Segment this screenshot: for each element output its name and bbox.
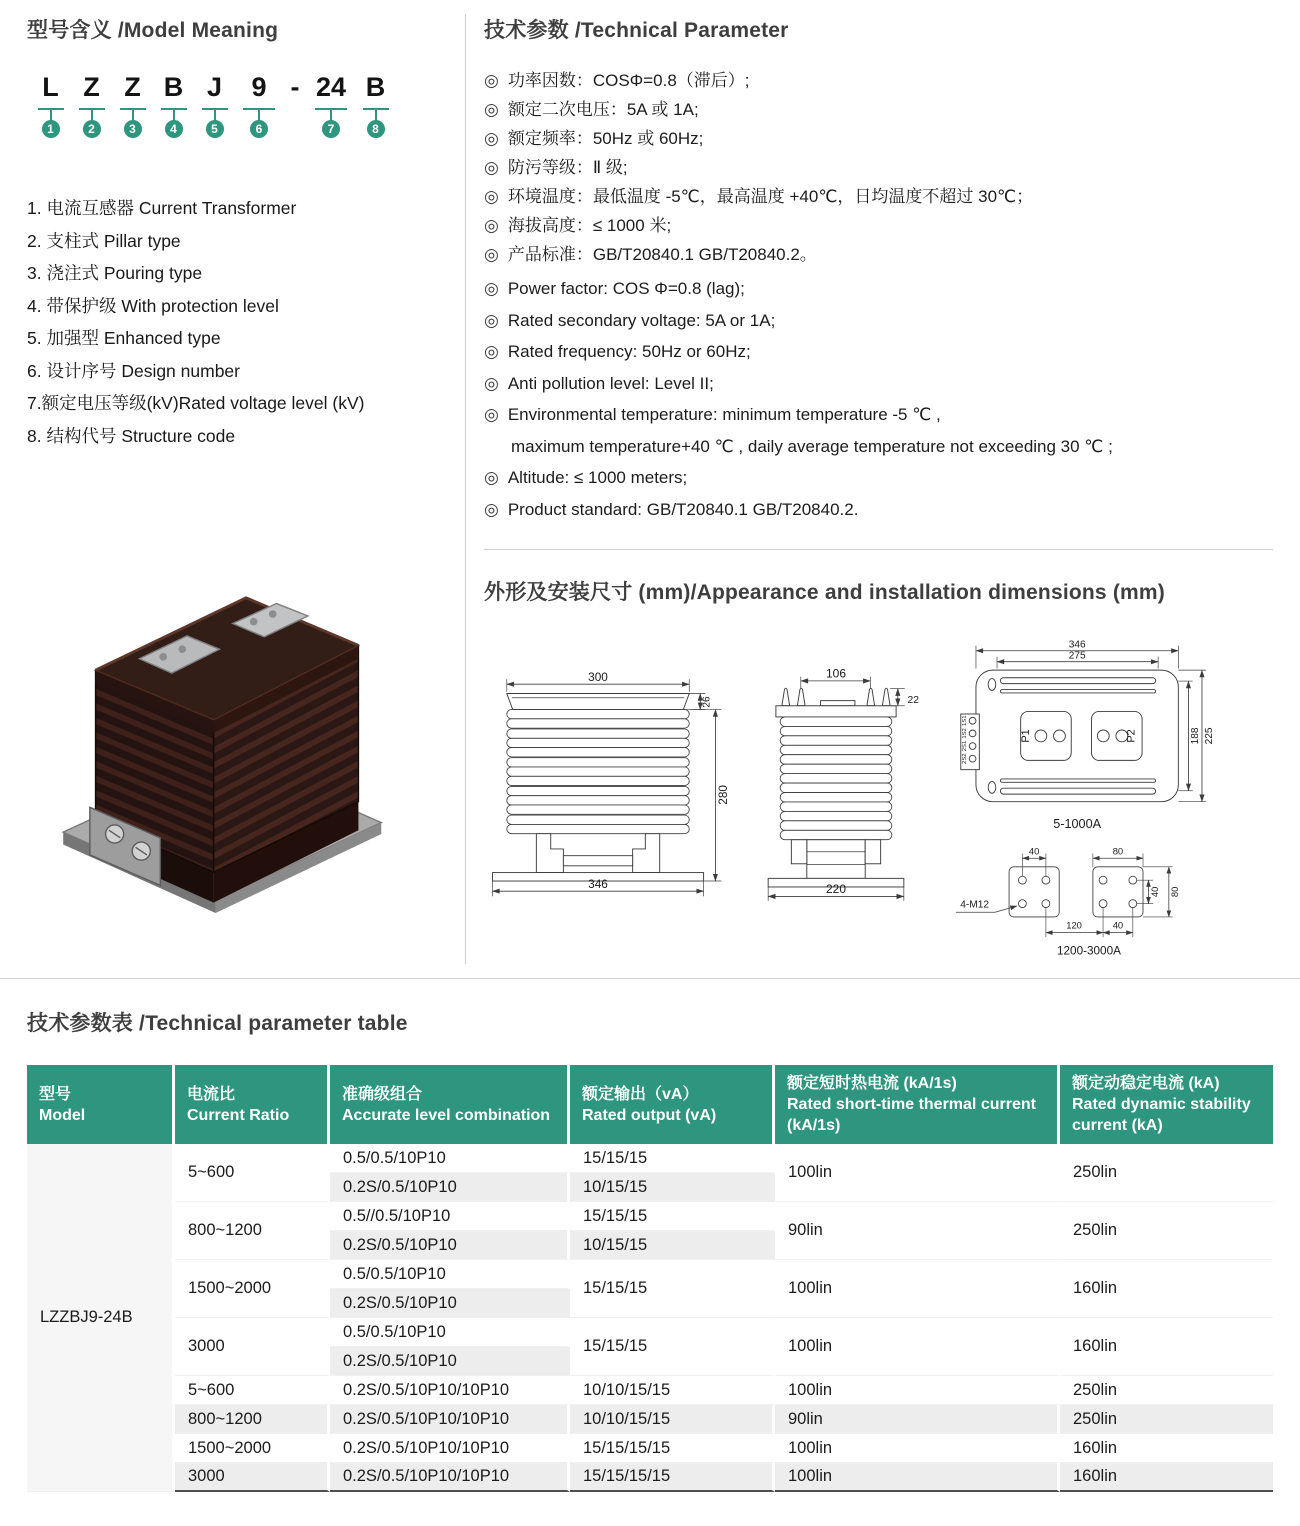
dim-label-mount-right-pitch-h: 40: [1112, 919, 1124, 931]
tech-item: ◎ 防污等级：Ⅱ 级;: [484, 153, 1273, 182]
list-item: 1. 电流互感器 Current Transformer: [27, 198, 297, 218]
code-tick-connector: [79, 108, 105, 120]
code-tick-connector: [161, 108, 187, 120]
output-cell: 10/10/15/15: [570, 1376, 775, 1405]
tech-item: ◎ Anti pollution level: Level II;: [484, 368, 1273, 400]
dim-label-side-top: 106: [825, 668, 847, 681]
terminal-label: 1S2: [961, 728, 968, 739]
tech-item: ◎ 额定二次电压：5A 或 1A;: [484, 95, 1273, 124]
dim-label-top-outer-h: 225: [1204, 727, 1216, 745]
code-part-7: [307, 74, 355, 138]
code-letter: B: [163, 72, 184, 102]
header-rated-output: 额定输出（vA） Rated output (vA): [570, 1065, 775, 1144]
dim-label-mount-right-width: 80: [1112, 845, 1124, 857]
code-number-badge: 1: [42, 120, 60, 138]
accuracy-cell: 0.5//0.5/10P10: [330, 1202, 570, 1231]
table-row: [27, 1376, 1273, 1405]
ratio-cell: 5~600: [175, 1144, 330, 1202]
accuracy-cell: 0.5/0.5/10P10: [330, 1260, 570, 1289]
code-part-5: [194, 74, 235, 138]
code-part-8: [355, 74, 396, 138]
table-row: [27, 1202, 1273, 1231]
mounting-holes-drawing: [948, 837, 1208, 964]
thermal-cell: 100lin: [775, 1434, 1060, 1463]
accuracy-cell: 0.2S/0.5/10P10/10P10: [330, 1405, 570, 1434]
dim-label-mount-left-pitch: 40: [1028, 845, 1040, 857]
tech-item: ◎ Rated secondary voltage: 5A or 1A;: [484, 305, 1273, 337]
code-number-badge: 5: [206, 120, 224, 138]
dim-label-top-inner-h: 188: [1189, 727, 1201, 745]
header-model: 型号 Model: [27, 1065, 175, 1144]
bullet-icon: ◎: [484, 71, 499, 90]
accuracy-cell: 0.2S/0.5/10P10/10P10: [330, 1376, 570, 1405]
code-letter: B: [365, 72, 386, 102]
terminal-label: 1S1: [961, 715, 968, 726]
code-letter: L: [42, 72, 59, 102]
dim-label-mount-right-height: 80: [1169, 886, 1181, 898]
bullet-icon: ◎: [484, 405, 499, 424]
tech-parameter-list-zh: [484, 66, 1273, 269]
list-item: 7.额定电压等级(kV)Rated voltage level (kV): [27, 393, 365, 413]
top-view-and-mounting: [938, 636, 1218, 964]
dimensions-title: 外形及安装尺寸 (mm)/Appearance and installation dimensions (mm): [484, 581, 1165, 604]
code-letter: Z: [124, 72, 141, 102]
list-item: 3. 浇注式 Pouring type: [27, 263, 203, 283]
tech-item: ◎ Altitude: ≤ 1000 meters;: [484, 462, 1273, 494]
accuracy-cell: 0.2S/0.5/10P10/10P10: [330, 1434, 570, 1463]
output-cell: 15/15/15: [570, 1318, 775, 1376]
tech-item: ◎ 产品标准：GB/T20840.1 GB/T20840.2。: [484, 240, 1273, 269]
top-section: [27, 14, 1273, 964]
ratio-cell: 800~1200: [175, 1202, 330, 1260]
table-row: [27, 1318, 1273, 1347]
code-part-dash: [283, 74, 307, 138]
thermal-cell: 100lin: [775, 1260, 1060, 1318]
bullet-icon: ◎: [484, 373, 499, 393]
bullet-icon: ◎: [484, 187, 499, 206]
header-accuracy: 准确级组合 Accurate level combination: [330, 1065, 570, 1144]
bullet-icon: ◎: [484, 245, 499, 264]
ratio-cell: 1500~2000: [175, 1434, 330, 1463]
model-meaning-list: [27, 192, 465, 452]
accuracy-cell: 0.2S/0.5/10P10: [330, 1289, 570, 1318]
dynamic-cell: 250lin: [1060, 1144, 1273, 1202]
dynamic-cell: 250lin: [1060, 1405, 1273, 1434]
code-part-1: [30, 74, 71, 138]
code-tick-connector: [243, 108, 275, 120]
bullet-icon: ◎: [484, 216, 499, 235]
code-number-badge: 2: [83, 120, 101, 138]
thread-spec-label: 4-M12: [960, 899, 990, 911]
ratio-cell: 5~600: [175, 1376, 330, 1405]
bullet-icon: ◎: [484, 279, 499, 298]
primary-terminal-label: P2: [1125, 729, 1138, 743]
accuracy-cell: 0.2S/0.5/10P10: [330, 1231, 570, 1260]
thermal-cell: 100lin: [775, 1376, 1060, 1405]
code-number-badge: 7: [322, 120, 340, 138]
output-cell: 15/15/15: [570, 1260, 775, 1318]
code-tick-connector: [363, 108, 389, 120]
top-view-drawing: [938, 636, 1218, 835]
tech-parameter-title: 技术参数 /Technical Parameter: [484, 19, 789, 42]
code-part-6: [235, 74, 283, 138]
code-part-3: [112, 74, 153, 138]
output-cell: 15/15/15/15: [570, 1434, 775, 1463]
code-number-badge: 8: [367, 120, 385, 138]
bullet-icon: ◎: [484, 499, 499, 519]
accuracy-cell: 0.5/0.5/10P10: [330, 1144, 570, 1173]
accuracy-cell: 0.2S/0.5/10P10/10P10: [330, 1463, 570, 1492]
table-header-row: [27, 1065, 1273, 1144]
output-cell: 10/15/15: [570, 1173, 775, 1202]
code-number-badge: 6: [250, 120, 268, 138]
horizontal-divider: [0, 978, 1300, 979]
model-cell: LZZBJ9-24B: [27, 1144, 175, 1492]
code-part-4: [153, 74, 194, 138]
thermal-cell: 90lin: [775, 1202, 1060, 1260]
thermal-cell: 100lin: [775, 1144, 1060, 1202]
terminal-label: 2S1: [961, 740, 968, 752]
tech-item: ◎ 环境温度：最低温度 -5℃，最高温度 +40℃，日均温度不超过 30℃；: [484, 182, 1273, 211]
code-tick-connector: [202, 108, 228, 120]
table-title: 技术参数表 /Technical parameter table: [27, 1012, 408, 1035]
tech-item: ◎ Product standard: GB/T20840.1 GB/T20840.2.: [484, 494, 1273, 526]
code-letter: 24: [315, 72, 347, 102]
technical-column: [466, 14, 1273, 964]
accuracy-cell: 0.2S/0.5/10P10: [330, 1347, 570, 1376]
thermal-cell: 100lin: [775, 1318, 1060, 1376]
product-photo: [27, 524, 427, 944]
ratio-cell: 800~1200: [175, 1405, 330, 1434]
header-dynamic-current: 额定动稳定电流 (kA) Rated dynamic stability current (kA): [1060, 1065, 1273, 1144]
bullet-icon: ◎: [484, 100, 499, 119]
tech-item-continued: maximum temperature+40 ℃ , daily average temperature not exceeding 30 ℃ ;: [511, 436, 1113, 456]
dim-label-side-base: 220: [825, 881, 847, 896]
accuracy-cell: 0.5/0.5/10P10: [330, 1318, 570, 1347]
accuracy-cell: 0.2S/0.5/10P10: [330, 1173, 570, 1202]
code-number-badge: 4: [165, 120, 183, 138]
table-row: [27, 1434, 1273, 1463]
list-item: 6. 设计序号 Design number: [27, 360, 240, 381]
section-divider: [484, 549, 1273, 550]
technical-parameter-table: [27, 1065, 1273, 1492]
header-current-ratio: 电流比 Current Ratio: [175, 1065, 330, 1144]
code-letter: Z: [83, 72, 100, 102]
list-item: 4. 带保护级 With protection level: [27, 295, 279, 316]
dim-label-front-top: 300: [588, 669, 608, 684]
dynamic-cell: 160lin: [1060, 1463, 1273, 1492]
code-letter: 9: [251, 72, 267, 102]
transformer-illustration: [63, 598, 381, 913]
tech-item: ◎ 海拔高度：≤ 1000 米;: [484, 211, 1273, 240]
dynamic-cell: 160lin: [1060, 1318, 1273, 1376]
output-cell: 15/15/15: [570, 1202, 775, 1231]
thermal-cell: 100lin: [775, 1463, 1060, 1492]
side-view-drawing: [750, 668, 922, 905]
ratio-cell: 3000: [175, 1463, 330, 1492]
ratio-cell: 3000: [175, 1318, 330, 1376]
dim-label-side-pin: 22: [907, 695, 920, 707]
dynamic-cell: 250lin: [1060, 1376, 1273, 1405]
list-item: 5. 加强型 Enhanced type: [27, 328, 221, 348]
output-cell: 10/15/15: [570, 1231, 775, 1260]
tech-item: ◎ 功率因数：COSΦ=0.8（滞后）;: [484, 66, 1273, 95]
list-item: 2. 支柱式 Pillar type: [27, 230, 181, 251]
table-row: [27, 1463, 1273, 1492]
dim-label-mount-right-pitch-v: 40: [1148, 886, 1160, 898]
model-code-diagram: [27, 74, 465, 138]
dim-label-front-height: 280: [716, 785, 731, 805]
tech-item: ◎ Power factor: COS Φ=0.8 (lag);: [484, 273, 1273, 305]
code-letter: J: [206, 72, 223, 102]
dynamic-cell: 160lin: [1060, 1434, 1273, 1463]
bullet-icon: ◎: [484, 158, 499, 177]
table-row: [27, 1144, 1273, 1173]
model-meaning-column: [27, 14, 465, 964]
code-tick-connector: [315, 108, 347, 120]
code-number-badge: 3: [124, 120, 142, 138]
dimension-drawings: [484, 636, 1273, 964]
ratio-cell: 1500~2000: [175, 1260, 330, 1318]
dim-label-front-base: 346: [588, 876, 608, 891]
bullet-icon: ◎: [484, 310, 499, 330]
drawing-caption: 5-1000A: [1053, 816, 1102, 831]
tech-item: ◎ 额定频率：50Hz 或 60Hz;: [484, 124, 1273, 153]
tech-item: ◎ Rated frequency: 50Hz or 60Hz;: [484, 336, 1273, 368]
dim-label-top-inner-w: 275: [1068, 650, 1086, 662]
code-part-2: [71, 74, 112, 138]
code-tick-connector: [38, 108, 64, 120]
terminal-label: 2S2: [961, 753, 968, 764]
thermal-cell: 90lin: [775, 1405, 1060, 1434]
drawing-caption: 1200-3000A: [1056, 944, 1121, 958]
bullet-icon: ◎: [484, 129, 499, 148]
tech-item: ◎ Environmental temperature: minimum temperature -5 ℃ ,: [484, 399, 1273, 431]
dynamic-cell: 250lin: [1060, 1202, 1273, 1260]
dim-label-top-outer-w: 346: [1068, 639, 1086, 651]
dim-label-front-cap: 26: [701, 696, 713, 708]
model-meaning-title: 型号含义 /Model Meaning: [27, 19, 279, 42]
tech-parameter-list-en: [484, 273, 1273, 525]
output-cell: 15/15/15/15: [570, 1463, 775, 1492]
dim-label-mount-center-distance: 120: [1066, 919, 1082, 931]
table-row: [27, 1405, 1273, 1434]
code-tick-connector: [120, 108, 146, 120]
bullet-icon: ◎: [484, 342, 499, 361]
output-cell: 15/15/15: [570, 1144, 775, 1173]
bullet-icon: ◎: [484, 468, 499, 487]
table-row: [27, 1260, 1273, 1289]
dynamic-cell: 160lin: [1060, 1260, 1273, 1318]
front-view-drawing: [484, 668, 734, 904]
output-cell: 10/10/15/15: [570, 1405, 775, 1434]
header-thermal-current: 额定短时热电流 (kA/1s) Rated short-time thermal current (kA/1s): [775, 1065, 1060, 1144]
code-letter: -: [290, 72, 300, 102]
primary-terminal-label: P1: [1020, 729, 1033, 743]
list-item: 8. 结构代号 Structure code: [27, 425, 236, 446]
